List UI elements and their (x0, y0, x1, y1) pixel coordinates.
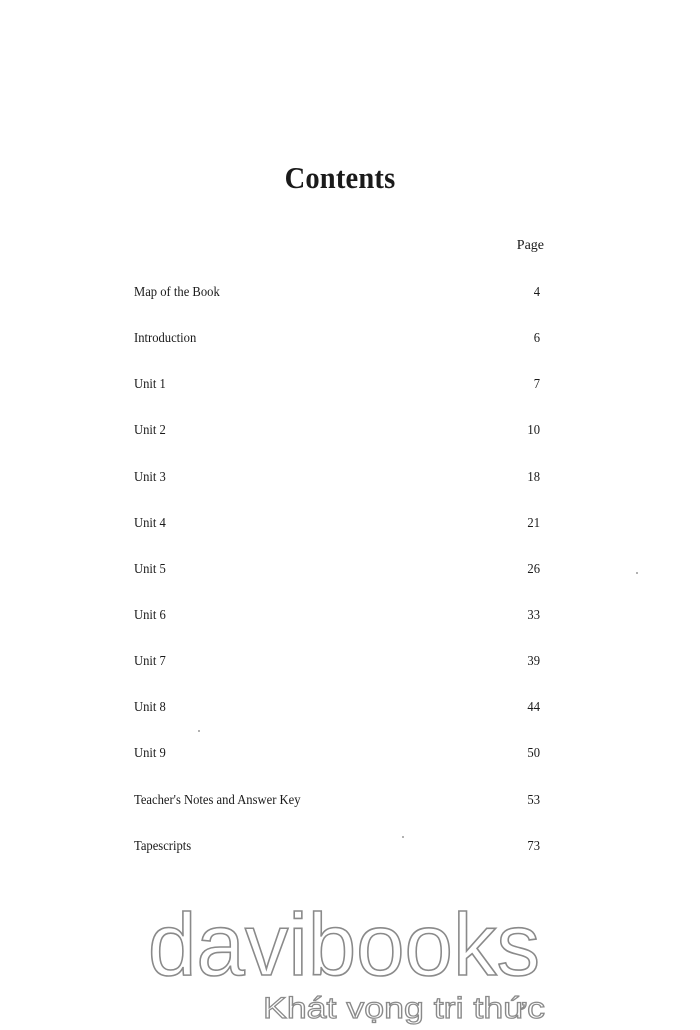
toc-entry-page: 21 (527, 515, 540, 531)
toc-entry-page: 26 (527, 561, 540, 577)
page-title: Contents (284, 160, 396, 195)
watermark-brand: davibooks (148, 895, 540, 994)
toc-entry-unit-3 (134, 469, 540, 515)
toc-entry-unit-1 (134, 376, 540, 422)
toc-entry-page: 6 (533, 331, 540, 347)
toc-entry-unit-8 (134, 699, 540, 745)
toc-entry-map-of-the-book (134, 284, 540, 330)
toc-entry-title: Unit 7 (134, 654, 166, 670)
toc-entry-page: 44 (527, 700, 540, 716)
toc-entry-title: Unit 8 (134, 700, 166, 716)
toc-entry-tapescripts (134, 838, 540, 884)
toc-entry-title: Unit 6 (134, 607, 166, 623)
page-column-header: Page (516, 238, 544, 253)
watermark-logo (0, 895, 700, 1030)
toc-entry-page: 53 (527, 792, 540, 808)
scan-speck (198, 730, 200, 732)
toc-entry-unit-6 (134, 607, 540, 653)
toc-entry-teachers-notes (134, 792, 540, 838)
toc-entry-page: 39 (527, 654, 540, 670)
toc-entry-page: 50 (527, 746, 540, 762)
toc-entry-page: 10 (527, 423, 540, 439)
toc-entry-page: 33 (527, 607, 540, 623)
toc-entry-title: Unit 3 (134, 469, 166, 485)
toc-entry-title: Teacher's Notes and Answer Key (134, 792, 301, 808)
toc-entry-page: 18 (527, 469, 540, 485)
toc-entry-title: Introduction (134, 331, 197, 347)
toc-entry-title: Tapescripts (134, 838, 192, 854)
toc-entry-unit-9 (134, 745, 540, 791)
toc-entry-title: Unit 4 (134, 515, 166, 531)
toc-entry-unit-4 (134, 515, 540, 561)
toc-entry-title: Map of the Book (134, 285, 220, 300)
toc-entry-introduction (134, 330, 540, 376)
toc-entry-page: 73 (527, 838, 540, 854)
toc-entry-page: 7 (533, 377, 540, 393)
toc-entry-unit-7 (134, 653, 540, 699)
watermark-tagline: Khát vọng tri thức (263, 992, 545, 1025)
toc-entry-unit-2 (134, 422, 540, 468)
toc-entry-title: Unit 2 (134, 423, 166, 439)
table-of-contents (134, 284, 540, 884)
scan-speck (402, 836, 404, 838)
toc-entry-title: Unit 1 (134, 377, 166, 393)
toc-entry-unit-5 (134, 561, 540, 607)
toc-entry-title: Unit 9 (134, 746, 166, 762)
scan-speck (636, 572, 638, 574)
toc-entry-page: 4 (533, 285, 540, 300)
toc-entry-title: Unit 5 (134, 561, 166, 577)
